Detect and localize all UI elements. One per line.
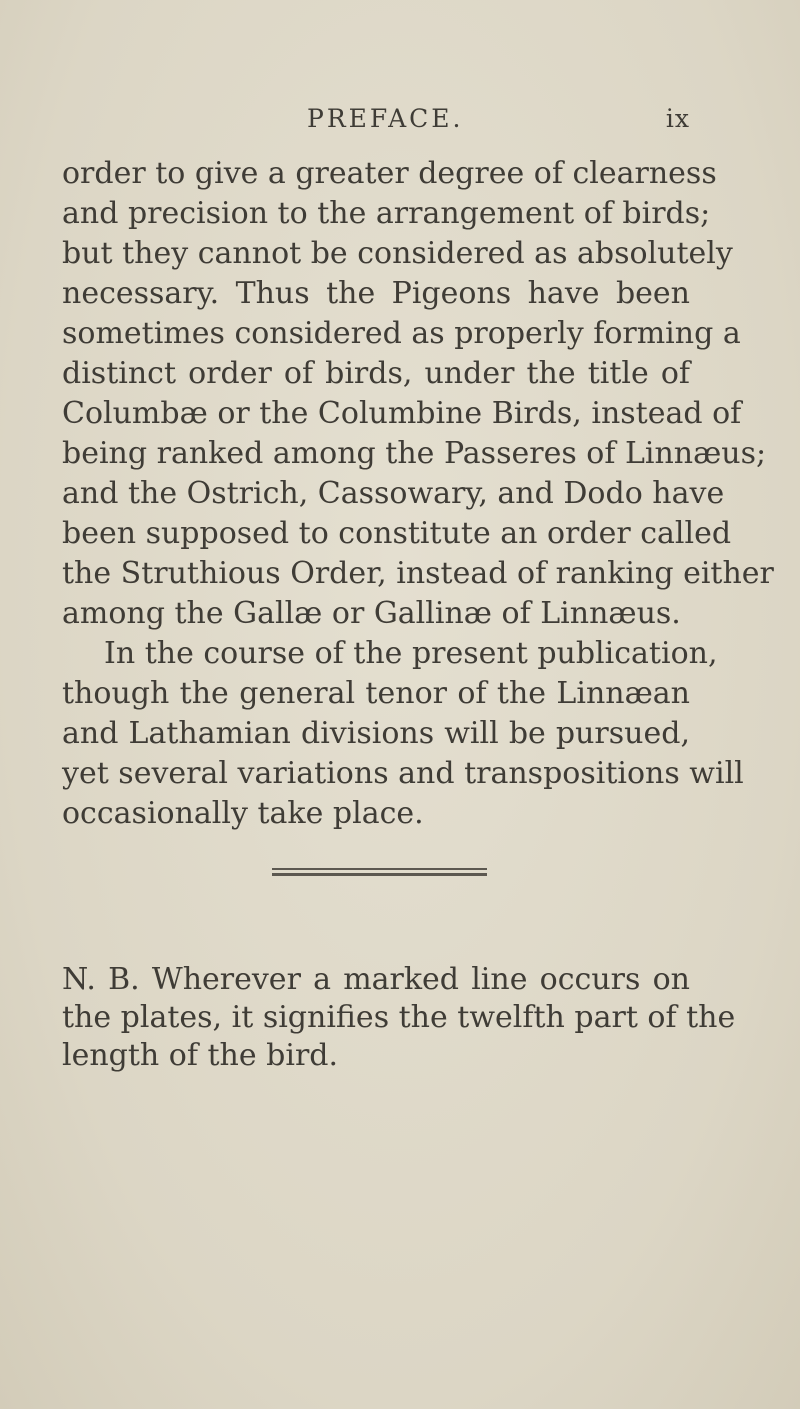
text-line: Columbæ or the Columbine Birds, instead of xyxy=(62,396,742,431)
text-line: In the course of the present publication, xyxy=(104,636,718,671)
text-line: and the Ostrich, Cassowary, and Dodo have xyxy=(62,476,725,511)
text-line: occasionally take place. xyxy=(62,796,424,831)
text-line: and Lathamian divisions will be pursued, xyxy=(62,716,690,751)
text-line: yet several variations and transpositions will xyxy=(62,756,744,791)
text-line: though the general tenor of the Linnæan xyxy=(62,676,690,711)
section-divider xyxy=(272,868,487,878)
divider-thick-line xyxy=(272,873,487,876)
note-line: the plates, it signifies the twelfth part of the xyxy=(62,1000,736,1035)
page-number: ix xyxy=(665,104,690,133)
note-line: length of the bird. xyxy=(62,1038,339,1073)
text-line: but they cannot be considered as absolutely xyxy=(62,236,733,271)
text-line: sometimes considered as properly forming a xyxy=(62,316,741,351)
text-line: been supposed to constitute an order called xyxy=(62,516,732,551)
running-head xyxy=(250,104,690,140)
running-title: PREFACE. xyxy=(307,104,464,133)
text-line: necessary. Thus the Pigeons have been xyxy=(62,276,690,311)
text-line: the Struthious Order, instead of ranking either xyxy=(62,556,774,591)
text-line: and precision to the arrangement of birds; xyxy=(62,196,711,231)
text-line: order to give a greater degree of clearness xyxy=(62,156,717,191)
text-line: distinct order of birds, under the title of xyxy=(62,356,690,391)
divider-thin-line xyxy=(272,868,487,870)
preface-body xyxy=(62,154,774,834)
nota-bene xyxy=(62,961,736,1075)
text-line: being ranked among the Passeres of Linnæus; xyxy=(62,436,767,471)
text-line: among the Gallæ or Gallinæ of Linnæus. xyxy=(62,596,681,631)
note-line: N. B. Wherever a marked line occurs on xyxy=(62,962,690,997)
